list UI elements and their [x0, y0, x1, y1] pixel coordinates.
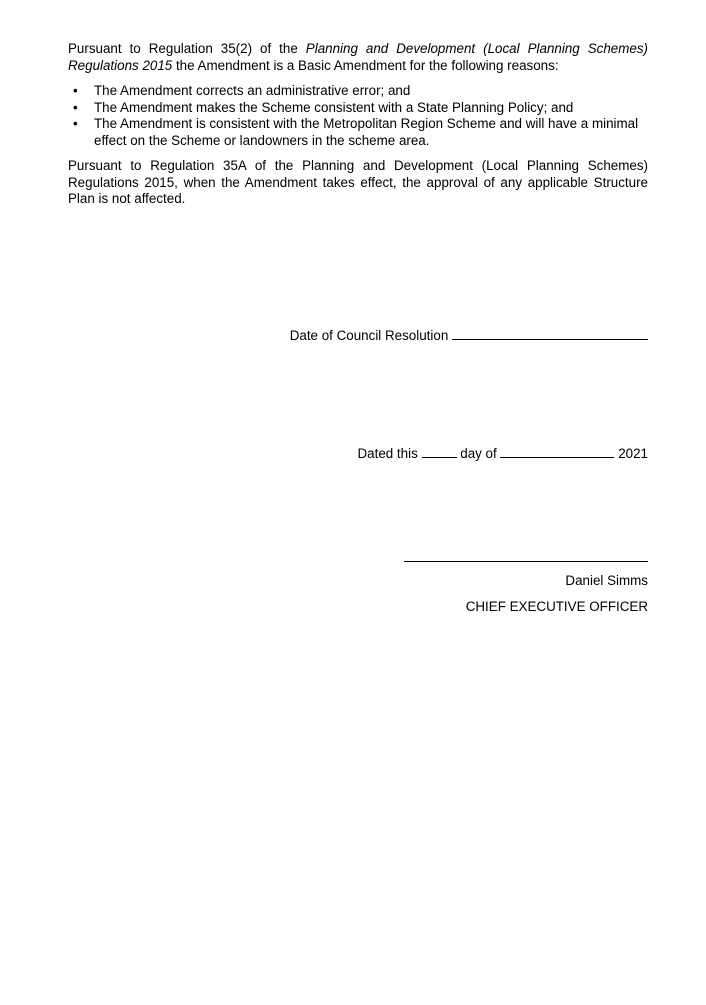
- council-resolution-date-line: [290, 327, 648, 345]
- council-resolution-label: Date of Council Resolution: [289, 328, 449, 343]
- list-item: [68, 83, 648, 100]
- dated-year: 2021: [618, 446, 648, 461]
- council-resolution-date-blank[interactable]: [452, 327, 648, 340]
- day-blank[interactable]: [422, 445, 457, 458]
- signer-name: Daniel Simms: [565, 573, 648, 588]
- list-item: [68, 116, 648, 149]
- signer-title: CHIEF EXECUTIVE OFFICER: [465, 599, 648, 614]
- reason-text: The Amendment is consistent with the Metropolitan Region Scheme and will have a minimal effect on the Scheme or landowners in the scheme area.: [94, 116, 639, 148]
- dated-line: [357, 445, 648, 463]
- basic-amendment-paragraph: [68, 41, 648, 74]
- paragraph1-suffix: the Amendment is a Basic Amendment for the following reasons:: [172, 57, 559, 73]
- list-item: [68, 100, 648, 117]
- signature-line[interactable]: [404, 561, 648, 562]
- regulation-title: Planning and Development (Local Planning Schemes) Regulations 2015: [68, 41, 648, 73]
- dated-label-start: Dated this: [357, 446, 418, 461]
- paragraph1-prefix: Pursuant to Regulation 35(2) of the: [68, 41, 306, 56]
- reasons-list: [68, 83, 648, 149]
- bullet-icon: •: [73, 116, 78, 131]
- dated-label-middle: day of: [460, 446, 497, 461]
- structure-plan-paragraph: [68, 158, 648, 208]
- month-blank[interactable]: [500, 445, 614, 458]
- bullet-icon: •: [73, 83, 78, 98]
- paragraph2-text: Pursuant to Regulation 35A of the Planning and Development (Local Planning Schemes) Regulations 2015, when the Amendment takes effect, the approval of any applicable Structure Plan is not affected.: [68, 158, 648, 206]
- reason-text: The Amendment corrects an administrative error; and: [94, 83, 411, 98]
- reason-text: The Amendment makes the Scheme consistent with a State Planning Policy; and: [94, 99, 574, 115]
- bullet-icon: •: [73, 99, 78, 115]
